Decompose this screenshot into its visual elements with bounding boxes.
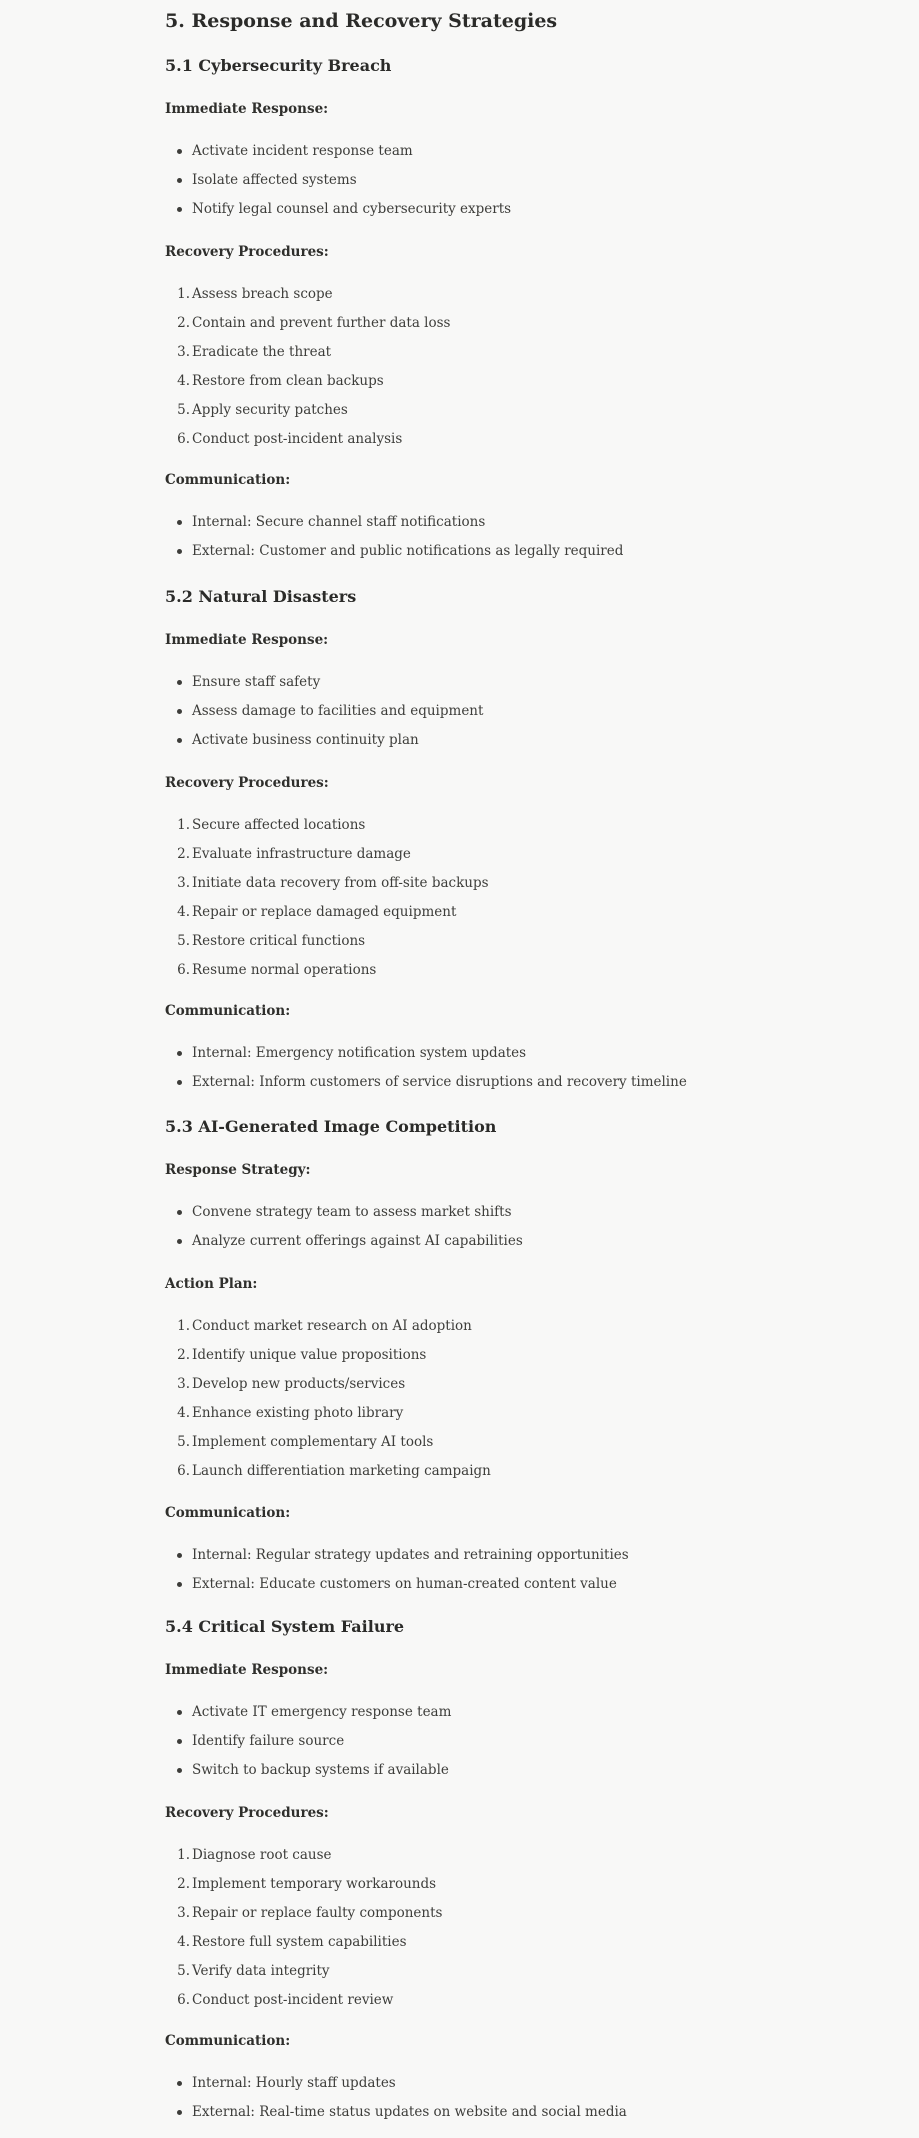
list-item-number: 1. (177, 1318, 190, 1334)
list-item-number: 2. (177, 1347, 190, 1363)
list-item-number: 1. (177, 1847, 190, 1863)
list-item-text: Launch differentiation marketing campaign (192, 1463, 491, 1479)
list-item-text: Internal: Emergency notification system updates (192, 1045, 527, 1061)
bullet-icon (177, 520, 182, 525)
list-item-text: External: Customer and public notifications as legally required (192, 543, 624, 559)
list-item-text: Evaluate infrastructure damage (192, 846, 411, 862)
list-item-text: Implement temporary workarounds (192, 1876, 437, 1892)
list-item-text: Implement complementary AI tools (192, 1434, 434, 1450)
list-item-text: Assess damage to facilities and equipment (192, 703, 484, 719)
list-item-text: Isolate affected systems (192, 172, 357, 188)
list-item-number: 2. (177, 846, 190, 862)
list-item-text: Verify data integrity (192, 1963, 330, 1979)
list-item-number: 4. (177, 1934, 190, 1950)
list-item-text: Assess breach scope (192, 286, 333, 302)
list-item-number: 4. (177, 904, 190, 920)
list-item-text: Activate IT emergency response team (192, 1704, 452, 1720)
list-item-text: External: Real-time status updates on website and social media (192, 2104, 627, 2120)
list-item-number: 3. (177, 1376, 190, 1392)
bullet-icon (177, 1210, 182, 1215)
list-item-number: 3. (177, 875, 190, 891)
bullet-icon (177, 1768, 182, 1773)
bullet-icon (177, 207, 182, 212)
list-item-text: Conduct post-incident review (192, 1992, 394, 2008)
list-item-text: Eradicate the threat (192, 344, 332, 360)
list-item-text: Internal: Hourly staff updates (192, 2075, 396, 2091)
list-item-text: Secure affected locations (192, 817, 366, 833)
list-item-number: 6. (177, 1992, 190, 2008)
list-item-number: 5. (177, 1434, 190, 1450)
list-item-text: Diagnose root cause (192, 1847, 332, 1863)
list-item-number: 4. (177, 373, 190, 389)
list-item-number: 2. (177, 1876, 190, 1892)
list-item-number: 5. (177, 933, 190, 949)
bullet-icon (177, 1553, 182, 1558)
section-heading: 5.3 AI-Generated Image Competition (165, 1117, 497, 1136)
list-item-text: Convene strategy team to assess market shifts (192, 1204, 512, 1220)
list-item-number: 3. (177, 344, 190, 360)
subsection-label: Communication: (165, 1505, 291, 1521)
bullet-icon (177, 2081, 182, 2086)
bullet-icon (177, 709, 182, 714)
bullet-icon (177, 680, 182, 685)
subsection-label: Action Plan: (165, 1276, 258, 1292)
list-item-number: 6. (177, 1463, 190, 1479)
list-item-number: 5. (177, 1963, 190, 1979)
bullet-icon (177, 149, 182, 154)
subsection-label: Communication: (165, 2033, 291, 2049)
list-item-text: Activate business continuity plan (192, 732, 419, 748)
list-item-text: Conduct market research on AI adoption (192, 1318, 472, 1334)
list-item-number: 1. (177, 286, 190, 302)
subsection-label: Immediate Response: (165, 101, 329, 117)
list-item-text: Initiate data recovery from off-site backups (192, 875, 489, 891)
bullet-icon (177, 1710, 182, 1715)
list-item-text: Ensure staff safety (192, 674, 321, 690)
page-title: 5. Response and Recovery Strategies (165, 10, 558, 32)
list-item-text: Switch to backup systems if available (192, 1762, 449, 1778)
subsection-label: Communication: (165, 472, 291, 488)
subsection-label: Immediate Response: (165, 632, 329, 648)
list-item-text: External: Educate customers on human-created content value (192, 1576, 617, 1592)
list-item-number: 1. (177, 817, 190, 833)
bullet-icon (177, 1239, 182, 1244)
list-item-text: Conduct post-incident analysis (192, 431, 403, 447)
list-item-text: Repair or replace damaged equipment (192, 904, 457, 920)
list-item-text: Analyze current offerings against AI capabilities (192, 1233, 523, 1249)
subsection-label: Recovery Procedures: (165, 775, 329, 791)
bullet-icon (177, 1080, 182, 1085)
section-heading: 5.2 Natural Disasters (165, 587, 357, 606)
list-item-text: Enhance existing photo library (192, 1405, 404, 1421)
list-item-text: Restore from clean backups (192, 373, 384, 389)
list-item-number: 6. (177, 431, 190, 447)
bullet-icon (177, 1739, 182, 1744)
list-item-text: Restore full system capabilities (192, 1934, 407, 1950)
list-item-text: Internal: Secure channel staff notifications (192, 514, 486, 530)
list-item-text: Identify unique value propositions (192, 1347, 427, 1363)
subsection-label: Immediate Response: (165, 1662, 329, 1678)
list-item-number: 5. (177, 402, 190, 418)
list-item-text: Repair or replace faulty components (192, 1905, 443, 1921)
subsection-label: Communication: (165, 1003, 291, 1019)
list-item-text: Develop new products/services (192, 1376, 406, 1392)
section-heading: 5.4 Critical System Failure (165, 1617, 405, 1636)
list-item-text: Notify legal counsel and cybersecurity experts (192, 201, 512, 217)
section-heading: 5.1 Cybersecurity Breach (165, 56, 392, 75)
subsection-label: Response Strategy: (165, 1162, 311, 1178)
bullet-icon (177, 2110, 182, 2115)
list-item-number: 2. (177, 315, 190, 331)
subsection-label: Recovery Procedures: (165, 244, 329, 260)
list-item-text: Apply security patches (192, 402, 348, 418)
list-item-number: 6. (177, 962, 190, 978)
bullet-icon (177, 1051, 182, 1056)
list-item-text: Contain and prevent further data loss (192, 315, 451, 331)
bullet-icon (177, 549, 182, 554)
list-item-number: 4. (177, 1405, 190, 1421)
list-item-text: Resume normal operations (192, 962, 377, 978)
list-item-text: External: Inform customers of service disruptions and recovery timeline (192, 1074, 687, 1090)
bullet-icon (177, 178, 182, 183)
bullet-icon (177, 1582, 182, 1587)
bullet-icon (177, 738, 182, 743)
list-item-text: Activate incident response team (192, 143, 413, 159)
list-item-text: Internal: Regular strategy updates and retraining opportunities (192, 1547, 629, 1563)
subsection-label: Recovery Procedures: (165, 1805, 329, 1821)
list-item-text: Restore critical functions (192, 933, 366, 949)
list-item-number: 3. (177, 1905, 190, 1921)
list-item-text: Identify failure source (192, 1733, 345, 1749)
